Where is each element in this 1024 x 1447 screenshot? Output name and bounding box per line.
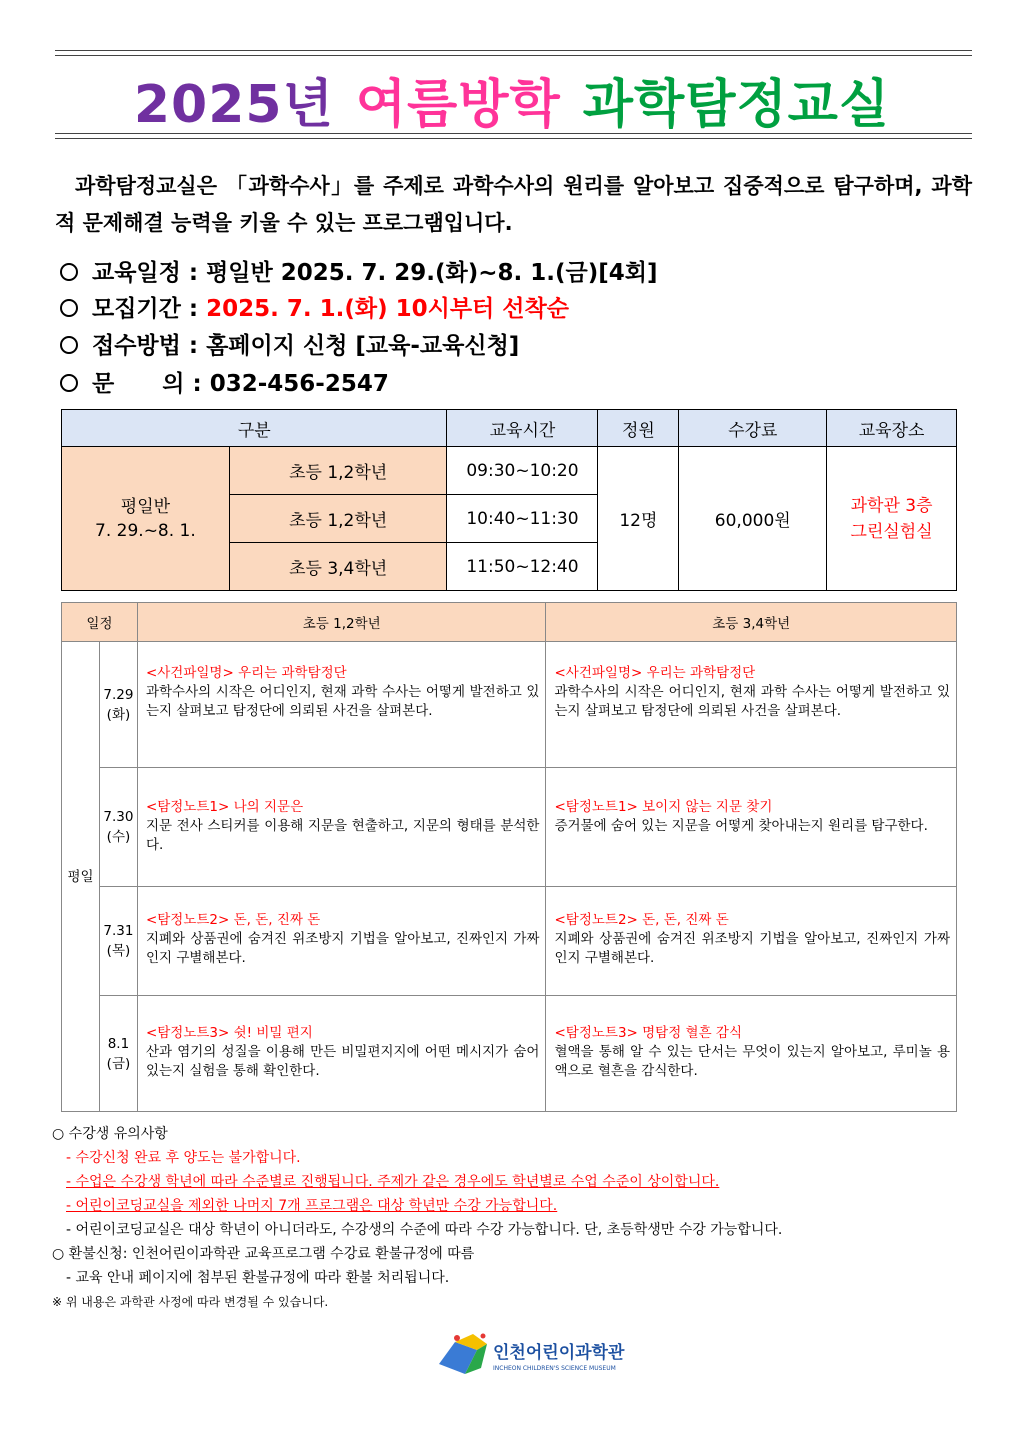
bullet-icon [60, 336, 78, 354]
date: 7.29 [103, 686, 134, 703]
program-title: <탐정노트1> 보이지 않는 지문 찾기 [554, 799, 773, 815]
footnote: ※ 위 내용은 과학관 사정에 따라 변경될 수 있습니다. [52, 1295, 329, 1309]
program-cell [546, 768, 957, 887]
note-item: - 수강신청 완료 후 양도는 불가합니다. [66, 1150, 301, 1166]
header-place: 교육장소 [827, 410, 957, 447]
note-item: - 교육 안내 페이지에 첨부된 환불규정에 따라 환불 처리됩니다. [66, 1270, 450, 1286]
time-cell: 11:50~12:40 [447, 543, 598, 591]
program-cell [546, 642, 957, 768]
program-title: <탐정노트3> 쉿! 비밀 편지 [145, 1025, 313, 1041]
group-dates: 7. 29.~8. 1. [95, 520, 196, 541]
table-row [62, 768, 957, 887]
weekday: (수) [106, 829, 131, 845]
header-capacity: 정원 [598, 410, 679, 447]
date-cell [99, 996, 137, 1112]
program-desc: 혈액을 통해 알 수 있는 단서는 무엇이 있는지 알아보고, 루미놀 용액으로 혈흔을 감식한다. [554, 1044, 950, 1079]
group-name: 평일반 [120, 496, 171, 517]
date-cell [99, 887, 137, 996]
header-grade34: 초등 3,4학년 [546, 603, 957, 642]
program-title: <탐정노트3> 명탐정 혈흔 감식 [554, 1025, 743, 1041]
program-cell [137, 768, 546, 887]
header-category: 구분 [62, 410, 447, 447]
program-cell [137, 996, 546, 1112]
fee-cell: 60,000원 [679, 447, 827, 591]
info-method: 접수방법 : 홈페이지 신청 [교육-교육신청] [60, 330, 519, 362]
info-label: 모집기간 [92, 296, 181, 322]
program-desc: 과학수사의 시작은 어디인지, 현재 과학 수사는 어떻게 발전하고 있는지 살펴보고 탐정단에 의뢰된 사건을 살펴본다. [554, 684, 950, 719]
info-label: 문 의 [92, 371, 185, 397]
bullet-icon [60, 374, 78, 392]
program-desc: 지문 전사 스티커를 이용해 지문을 현출하고, 지문의 형태를 분석한다. [145, 818, 540, 853]
grade-cell: 초등 3,4학년 [229, 543, 447, 591]
info-label: 접수방법 [92, 333, 181, 359]
program-title: <탐정노트2> 돈, 돈, 진짜 돈 [554, 912, 729, 928]
table-row [62, 996, 957, 1112]
date: 7.31 [103, 923, 134, 939]
program-desc: 지폐와 상품권에 숨겨진 위조방지 기법을 알아보고, 진짜인지 가짜인지 구별해본다. [554, 931, 950, 966]
program-desc: 증거물에 숨어 있는 지문을 어떻게 찾아내는지 원리를 탐구한다. [554, 818, 928, 834]
program-desc: 산과 염기의 성질을 이용해 만든 비밀편지지에 어떤 메시지가 숨어 있는지 실험을 통해 확인한다. [145, 1044, 540, 1079]
info-label: 교육일정 [92, 260, 181, 286]
bullet-icon [60, 263, 78, 281]
table-row [62, 887, 957, 996]
table-row [62, 642, 957, 768]
museum-logo-icon [437, 1330, 637, 1380]
title-rule [55, 133, 972, 134]
date: 8.1 [107, 1035, 130, 1052]
schedule-table [61, 409, 957, 591]
title-year: 2025년 [133, 75, 334, 135]
info-value: 032-456-2547 [209, 371, 389, 397]
note-item: - 어린이코딩교실을 제외한 나머지 7개 프로그램은 대상 학년만 수강 가능합니다. [66, 1198, 558, 1214]
capacity-cell: 12명 [598, 447, 679, 591]
title-course: 과학탐정교실 [582, 75, 891, 135]
program-cell [546, 887, 957, 996]
time-cell: 09:30~10:20 [447, 447, 598, 495]
header-grade12: 초등 1,2학년 [137, 603, 546, 642]
title-season: 여름방학 [355, 75, 561, 135]
note-item: - 어린이코딩교실은 대상 학년이 아니더라도, 수강생의 수준에 따라 수강 가능합니다. 단, 초등학생만 수강 가능합니다. [66, 1222, 783, 1238]
group-cell: 평일 [62, 642, 100, 1112]
curriculum-table [61, 602, 957, 1112]
program-title: <탐정노트1> 나의 지문은 [145, 799, 304, 815]
notes-section [52, 1122, 972, 1314]
program-title: <사건파일명> 우리는 과학탐정단 [145, 665, 347, 681]
intro-text: 과학탐정교실은 「과학수사」를 주제로 과학수사의 원리를 알아보고 집중적으로 탐구하며, 과학적 문제해결 능력을 키울 수 있는 프로그램입니다. [55, 174, 972, 235]
info-schedule: 교육일정 : 평일반 2025. 7. 29.(화)~8. 1.(금)[4회] [60, 257, 658, 289]
program-cell [137, 642, 546, 768]
program-title: <탐정노트2> 돈, 돈, 진짜 돈 [145, 912, 321, 928]
info-value: 2025. 7. 1.(화) 10시부터 선착순 [206, 296, 569, 322]
info-recruit: 모집기간 : 2025. 7. 1.(화) 10시부터 선착순 [60, 293, 569, 325]
program-cell [546, 996, 957, 1112]
notes-heading-precautions: ○ 수강생 유의사항 [52, 1126, 168, 1142]
program-cell [137, 887, 546, 996]
top-rule-2 [55, 55, 972, 56]
program-desc: 과학수사의 시작은 어디인지, 현재 과학 수사는 어떻게 발전하고 있는지 살펴보고 탐정단에 의뢰된 사건을 살펴본다. [145, 684, 540, 719]
date-cell [99, 768, 137, 887]
place-cell [827, 447, 957, 591]
program-desc: 지폐와 상품권에 숨겨진 위조방지 기법을 알아보고, 진짜인지 가짜인지 구별해본다. [145, 931, 540, 966]
notes-heading-refund: ○ 환불신청: 인천어린이과학관 교육프로그램 수강료 환불규정에 따름 [52, 1246, 475, 1262]
place-line1: 과학관 3층 [850, 495, 933, 516]
header-time: 교육시간 [447, 410, 598, 447]
weekday: (목) [106, 943, 131, 959]
weekday: (금) [106, 1055, 131, 1072]
logo-sub: INCHEON CHILDREN'S SCIENCE MUSEUM [493, 1365, 616, 1372]
bullet-icon [60, 299, 78, 317]
time-cell: 10:40~11:30 [447, 495, 598, 543]
group-cell [62, 447, 230, 591]
program-title: <사건파일명> 우리는 과학탐정단 [554, 665, 756, 681]
place-line2: 그린실험실 [850, 521, 933, 542]
title-rule-2 [55, 138, 972, 139]
header-fee: 수강료 [679, 410, 827, 447]
date-cell [99, 642, 137, 768]
info-value: 평일반 2025. 7. 29.(화)~8. 1.(금)[4회] [206, 260, 658, 286]
header-schedule: 일정 [62, 603, 138, 642]
note-item: - 수업은 수강생 학년에 따라 수준별로 진행됩니다. 주제가 같은 경우에도 학년별로 수업 수준이 상이합니다. [66, 1174, 720, 1190]
grade-cell: 초등 1,2학년 [229, 447, 447, 495]
info-value: 홈페이지 신청 [교육-교육신청] [206, 333, 520, 359]
info-contact: 문 의 : 032-456-2547 [60, 368, 389, 400]
museum-logo [437, 1330, 637, 1380]
top-rule [55, 50, 972, 51]
weekday: (화) [106, 706, 131, 723]
grade-cell: 초등 1,2학년 [229, 495, 447, 543]
page-title [0, 62, 1024, 137]
logo-name: 인천어린이과학관 [493, 1343, 625, 1363]
date: 7.30 [103, 809, 134, 825]
